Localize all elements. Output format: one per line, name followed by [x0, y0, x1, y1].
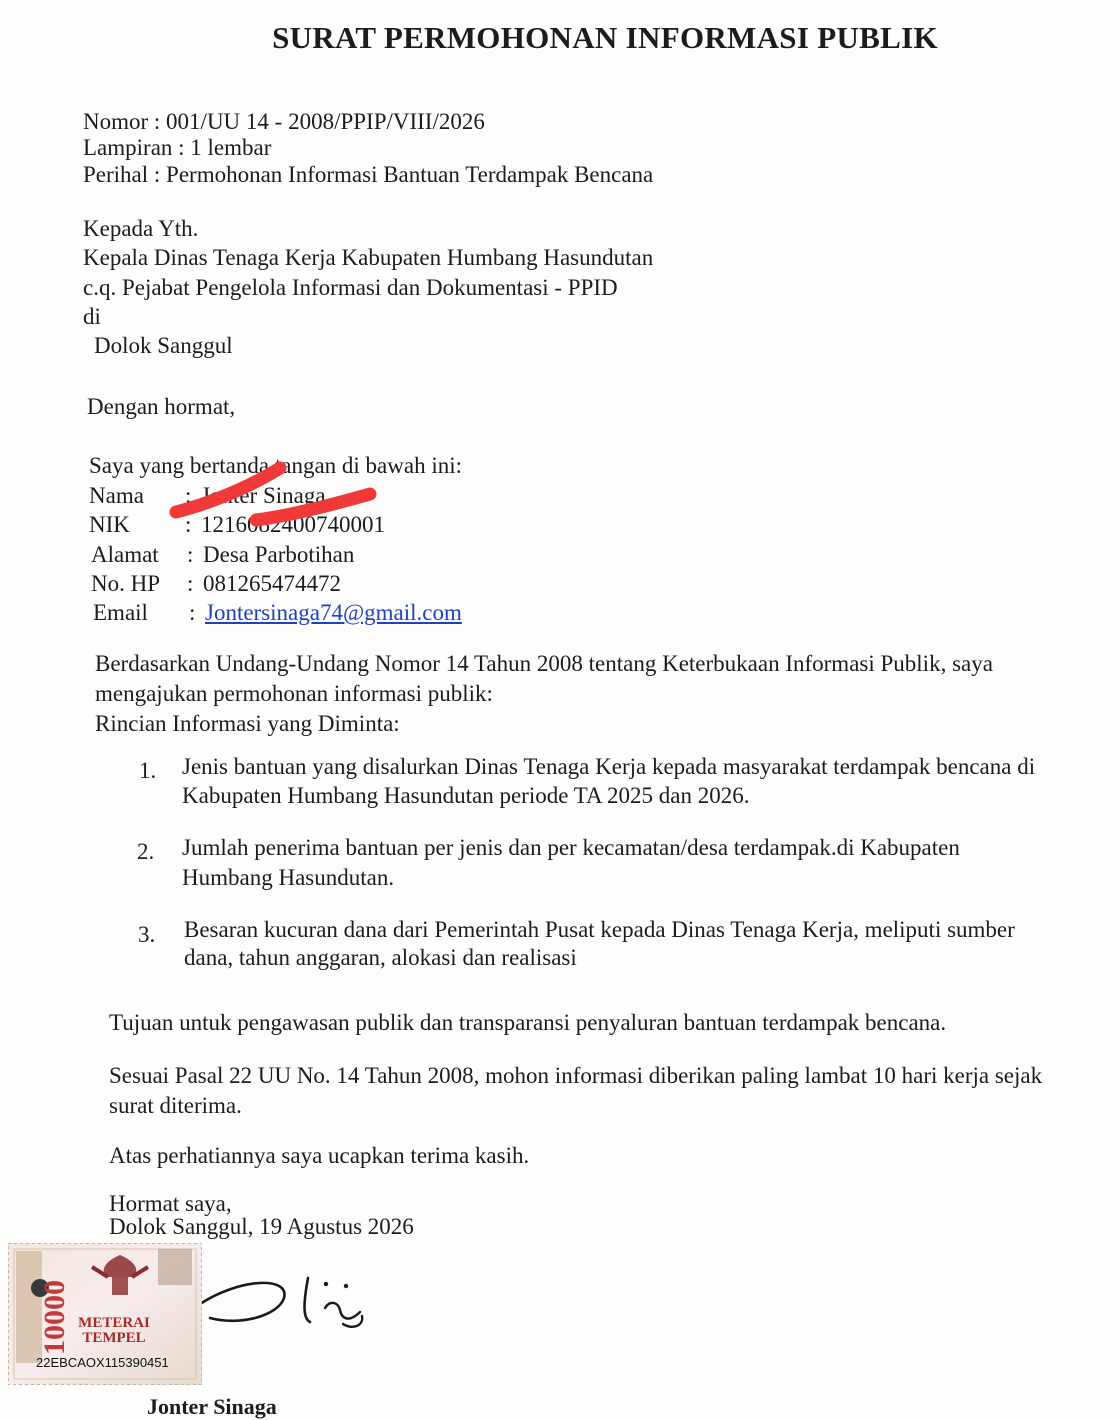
email-label: Email	[93, 600, 148, 625]
phone-colon: :	[187, 571, 194, 596]
name-label: Nama	[89, 483, 144, 508]
deadline-line2: surat diterima.	[109, 1093, 242, 1118]
stamp-graphic	[8, 1243, 202, 1385]
recipient-at: di	[83, 304, 101, 329]
purpose-line: Tujuan untuk pengawasan publik dan transparansi penyaluran bantuan terdampak bencana.	[109, 1010, 947, 1035]
name-colon: :	[185, 483, 192, 508]
closing-salutation: Hormat saya,	[109, 1191, 232, 1216]
attachment-line: Lampiran : 1 lembar	[83, 135, 272, 160]
stamp-label-2: TEMPEL	[82, 1330, 146, 1346]
applicant-phone-row	[91, 570, 341, 598]
stamp-serial: 22EBCAOX115390451	[36, 1355, 169, 1370]
applicant-intro: Saya yang bertanda tangan di bawah ini:	[89, 453, 462, 478]
legal-basis-line1: Berdasarkan Undang-Undang Nomor 14 Tahun 2008 tentang Keterbukaan Informasi Publik, saya	[95, 651, 993, 676]
closing-place-date: Dolok Sanggul, 19 Agustus 2026	[109, 1214, 414, 1239]
thanks-line: Atas perhatiannya saya ucapkan terima kasih.	[109, 1143, 530, 1168]
item-3-number: 3.	[138, 922, 156, 947]
email-link[interactable]: Jontersinaga74@gmail.com	[205, 600, 462, 625]
item-1-number: 1.	[139, 758, 157, 783]
deadline-line1: Sesuai Pasal 22 UU No. 14 Tahun 2008, mohon informasi diberikan paling lambat 10 hari kerja sejak	[109, 1063, 1043, 1088]
subject-line: Perihal : Permohonan Informasi Bantuan Terdampak Bencana	[83, 162, 654, 187]
item-3-line2: dana, tahun anggaran, alokasi dan realisasi	[184, 945, 577, 970]
nik-label: NIK	[89, 512, 130, 537]
stamp-label-1: METERAI	[78, 1315, 150, 1331]
nik-colon: :	[185, 512, 192, 537]
item-2-line1: Jumlah penerima bantuan per jenis dan per kecamatan/desa terdampak.di Kabupaten	[182, 835, 960, 860]
document-title: SURAT PERMOHONAN INFORMASI PUBLIK	[272, 20, 938, 55]
address-colon: :	[187, 542, 194, 567]
details-heading: Rincian Informasi yang Diminta:	[95, 711, 400, 736]
item-1-line2: Kabupaten Humbang Hasundutan periode TA 2025 dan 2026.	[182, 783, 750, 808]
recipient-attention: c.q. Pejabat Pengelola Informasi dan Dokumentasi - PPID	[83, 275, 618, 300]
signature	[180, 1260, 380, 1340]
revenue-stamp	[8, 1243, 202, 1385]
redaction-marker	[168, 458, 380, 528]
recipient-location: Dolok Sanggul	[94, 333, 233, 358]
recipient-name: Kepala Dinas Tenaga Kerja Kabupaten Humbang Hasundutan	[83, 245, 654, 270]
address-value: Desa Parbotihan	[203, 542, 355, 567]
phone-label: No. HP	[91, 571, 161, 596]
applicant-email-row	[93, 599, 462, 627]
stamp-value: 10000	[38, 1280, 71, 1355]
item-2-number: 2.	[137, 839, 155, 864]
letter-number: Nomor : 001/UU 14 - 2008/PPIP/VIII/2026	[83, 109, 485, 134]
applicant-address-row	[91, 541, 354, 569]
name-value: Jonter Sinaga	[201, 483, 326, 508]
phone-value: 081265474472	[203, 571, 341, 596]
item-1-line1: Jenis bantuan yang disalurkan Dinas Tenaga Kerja kepada masyarakat terdampak bencana di	[182, 754, 1036, 779]
item-3-line1: Besaran kucuran dana dari Pemerintah Pusat kepada Dinas Tenaga Kerja, meliputi sumber	[184, 917, 1015, 942]
item-2-line2: Humbang Hasundutan.	[182, 865, 395, 890]
address-label: Alamat	[91, 542, 159, 567]
nik-value: 1216082400740001	[201, 512, 385, 537]
recipient-salutation: Kepada Yth.	[83, 216, 199, 241]
greeting: Dengan hormat,	[87, 394, 236, 419]
email-colon: :	[189, 600, 196, 625]
legal-basis-line2: mengajukan permohonan informasi publik:	[95, 681, 493, 706]
signer-name: Jonter Sinaga	[147, 1394, 277, 1419]
